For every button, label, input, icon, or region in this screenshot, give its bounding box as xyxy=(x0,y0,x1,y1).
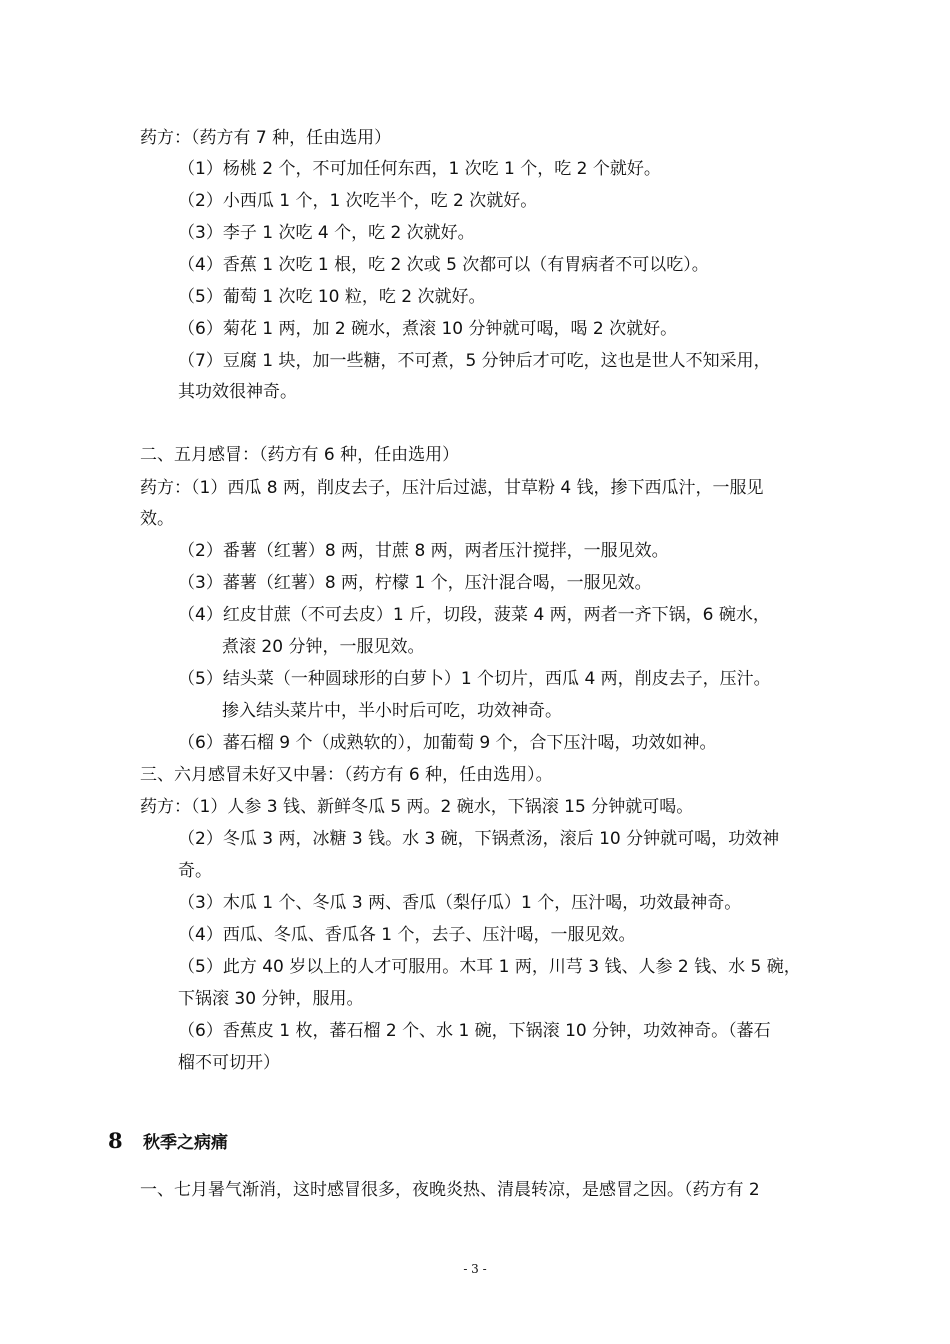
text-line: 药方：（1）西瓜 8 两，削皮去子，压汁后过滤，甘草粉 4 钱，掺下西瓜汁，一服见 xyxy=(140,478,764,498)
text-line: （7）豆腐 1 块，加一些糖，不可煮，5 分钟后才可吃，这也是世人不知采用， xyxy=(178,351,771,371)
text-line: （1）杨桃 2 个，不可加任何东西，1 次吃 1 个，吃 2 个就好。 xyxy=(178,159,661,179)
text-line: 奇。 xyxy=(178,861,212,881)
text-line: 榴不可切开） xyxy=(178,1053,280,1073)
text-line: （5）此方 40 岁以上的人才可服用。木耳 1 两，川芎 3 钱、人参 2 钱、水 5 碗， xyxy=(178,957,801,977)
text-line: （5）葡萄 1 次吃 10 粒，吃 2 次就好。 xyxy=(178,287,486,307)
text-line: （2）小西瓜 1 个，1 次吃半个，吃 2 次就好。 xyxy=(178,191,538,211)
text-line: （4）香蕉 1 次吃 1 根，吃 2 次或 5 次都可以（有胃病者不可以吃）。 xyxy=(178,255,709,275)
text-line: （3）李子 1 次吃 4 个，吃 2 次就好。 xyxy=(178,223,475,243)
text-line: （6）香蕉皮 1 枚，蕃石榴 2 个、水 1 碗，下锅滚 10 分钟，功效神奇。（蕃石 xyxy=(178,1021,771,1041)
text-line: （2）番薯（红薯）8 两，甘蔗 8 两，两者压汁搅拌，一服见效。 xyxy=(178,541,669,561)
text-line: （6）菊花 1 两，加 2 碗水，煮滚 10 分钟就可喝，喝 2 次就好。 xyxy=(178,319,678,339)
text-line: 煮滚 20 分钟，一服见效。 xyxy=(222,637,425,657)
text-line: （3）木瓜 1 个、冬瓜 3 两、香瓜（梨仔瓜）1 个，压汁喝，功效最神奇。 xyxy=(178,893,742,913)
text-line: 一、七月暑气渐消，这时感冒很多，夜晚炎热、清晨转凉，是感冒之因。（药方有 2 xyxy=(140,1180,760,1200)
text-line: （6）蕃石榴 9 个（成熟软的），加葡萄 9 个，合下压汁喝，功效如神。 xyxy=(178,733,717,753)
text-line: 药方：（1）人参 3 钱、新鲜冬瓜 5 两。2 碗水，下锅滚 15 分钟就可喝。 xyxy=(140,797,694,817)
text-line: 效。 xyxy=(140,509,174,529)
text-line: （5）结头菜（一种圆球形的白萝卜）1 个切片，西瓜 4 两，削皮去子，压汁。 xyxy=(178,669,771,689)
section-number: 8 xyxy=(108,1128,123,1153)
text-line: （2）冬瓜 3 两，冰糖 3 钱。水 3 碗，下锅煮汤，滚后 10 分钟就可喝，功效神 xyxy=(178,829,780,849)
text-line: 二、五月感冒：（药方有 6 种，任由选用） xyxy=(140,445,460,465)
text-line: 其功效很神奇。 xyxy=(178,382,297,402)
text-line: 药方：（药方有 7 种，任由选用） xyxy=(140,128,392,148)
page-number: - 3 - xyxy=(463,1262,487,1276)
text-line: 三、六月感冒未好又中暑：（药方有 6 种，任由选用）。 xyxy=(140,765,553,785)
text-line: （3）蕃薯（红薯）8 两，柠檬 1 个，压汁混合喝，一服见效。 xyxy=(178,573,652,593)
text-line: 掺入结头菜片中，半小时后可吃，功效神奇。 xyxy=(222,701,562,721)
text-line: （4）西瓜、冬瓜、香瓜各 1 个，去子、压汁喝，一服见效。 xyxy=(178,925,636,945)
text-line: （4）红皮甘蔗（不可去皮）1 斤，切段，菠菜 4 两，两者一齐下锅，6 碗水， xyxy=(178,605,770,625)
section-title: 秋季之病痛 xyxy=(143,1133,228,1153)
text-line: 下锅滚 30 分钟，服用。 xyxy=(178,989,364,1009)
